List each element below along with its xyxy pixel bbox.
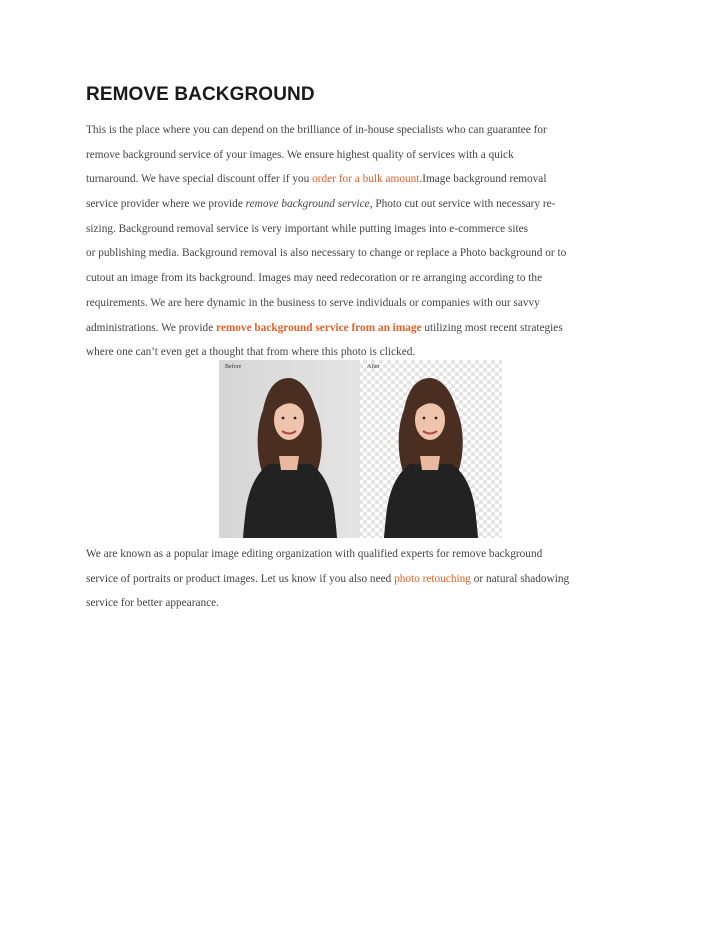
- text-line: cutout an image from its background. Images may need redecoration or re arranging according to the: [86, 272, 543, 285]
- page-title: REMOVE BACKGROUND: [86, 84, 315, 105]
- text-line: This is the place where you can depend on the brilliance of in-house specialists who can guarantee for: [86, 124, 547, 136]
- remove-background-link[interactable]: remove background service from an image: [216, 321, 422, 334]
- emphasis-text: remove background service: [245, 198, 370, 211]
- before-label: Before: [225, 364, 242, 370]
- text-line: requirements. We are here dynamic in the business to serve individuals or companies with our savvy: [86, 296, 540, 309]
- text-line: service for better appearance.: [86, 597, 219, 610]
- bulk-order-link[interactable]: order for a bulk amount: [312, 173, 420, 186]
- text-line: service of portraits or product images. Let us know if you also need photo retouching or natural shadowing: [86, 572, 570, 585]
- intro-paragraph: [86, 118, 646, 365]
- text-line: or publishing media. Background removal is also necessary to change or replace a Photo background or to: [86, 247, 567, 260]
- before-after-image: [219, 360, 502, 538]
- text-line: where one can’t even get a thought that from where this photo is clicked.: [86, 346, 416, 359]
- closing-paragraph: [86, 542, 646, 616]
- text-line: service provider where we provide remove background service, Photo cut out service with necessary re-: [86, 198, 556, 211]
- text-line: We are known as a popular image editing organization with qualified experts for remove background: [86, 548, 543, 560]
- photo-retouching-link[interactable]: photo retouching: [394, 572, 471, 585]
- text-line: turnaround. We have special discount offer if you order for a bulk amount.Image background removal: [86, 173, 547, 186]
- before-after-illustration: [219, 360, 502, 538]
- text-line: sizing. Background removal service is very important while putting images into e-commerce sites: [86, 222, 529, 235]
- after-label: After: [367, 364, 380, 370]
- text-line: remove background service of your images. We ensure highest quality of services with a quick: [86, 148, 514, 161]
- text-line: administrations. We provide remove background service from an image utilizing most recent strategies: [86, 321, 563, 334]
